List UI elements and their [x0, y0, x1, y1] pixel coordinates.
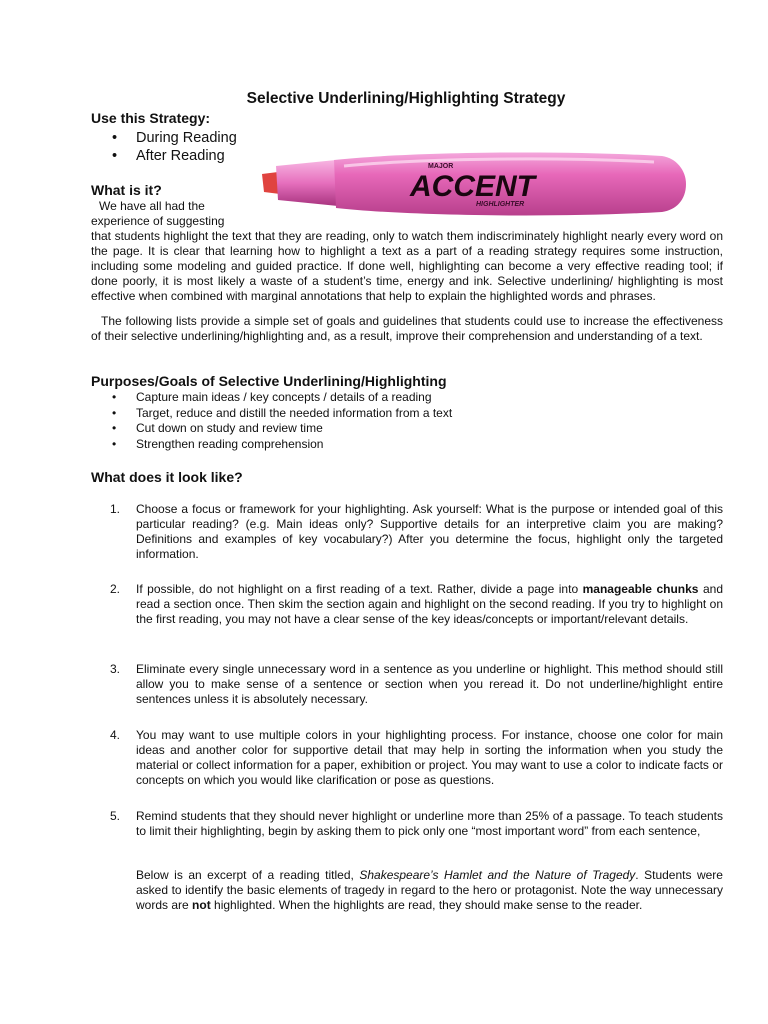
step-4	[110, 728, 723, 788]
brand-small: MAJOR	[428, 163, 454, 170]
step-number: 1.	[110, 502, 121, 516]
list-item: • After Reading	[112, 147, 237, 165]
step-text: Choose a focus or framework for your highlighting. Ask yourself: What is the purpose or intended goal of this particular reading? (e.g. Main ideas only? Supportive details for an interpretive claim you are making? Definitions and examples of key vocabulary?) After you determine the focus, highlight only the targeted information.	[136, 502, 723, 561]
step-2	[110, 582, 723, 627]
intro-lead-1: We have all had the	[99, 199, 205, 213]
step-text: Eliminate every single unnecessary word in a sentence as you underline or highlight. This method should still allow you to make sense of a sentence or section when you reread it. Do not underline/highlight entire sentences unless it is absolutely necessary.	[136, 662, 723, 706]
step-3	[110, 662, 723, 707]
list-item: • Cut down on study and review time	[112, 421, 452, 437]
excerpt-text: . Students were asked to identify the basic elements of tragedy in regard to the hero or protagonist. Note the way unnecessary words are	[136, 868, 723, 912]
purposes-heading: Purposes/Goals of Selective Underlining/Highlighting	[91, 373, 447, 389]
step-bold-text: manageable chunks	[582, 582, 699, 596]
use-strategy-heading: Use this Strategy:	[91, 110, 211, 126]
step-number: 5.	[110, 809, 121, 823]
excerpt-title: Shakespeare’s Hamlet and the Nature of Tragedy	[359, 868, 636, 882]
purposes-list	[112, 390, 452, 452]
step-number: 4.	[110, 728, 121, 742]
intro-paragraph: that students highlight the text that they are reading, only to watch them indiscriminately highlight nearly every word on the page. It is clear that learning how to highlight a text as a part of a reading strategy requires some instruction, including some modeling and guided practice. If done well, highlighting can become a very effective reading tool; if done poorly, it is most likely a waste of a student’s time, energy and ink. Selective underlining/ highlighting is most effective when combined with marginal annotations that help to explain the highlighted words and phrases.	[91, 229, 723, 303]
step-text: If possible, do not highlight on a first reading of a text. Rather, divide a page into	[136, 582, 583, 596]
step-text: Remind students that they should never highlight or underline more than 25% of a passage. To teach students to limit their highlighting, begin by asking them to pick only one “most important word” from each sentence,	[136, 809, 723, 838]
highlighter-icon	[258, 146, 690, 222]
step-text: and read a section once. Then skim the section again and highlight on the second reading. If you try to highlight on the first reading, you may not have a clear sense of the key ideas/concepts or important/relevant details.	[136, 582, 723, 626]
brand-sub: HIGHLIGHTER	[476, 201, 525, 208]
step-number: 2.	[110, 582, 121, 596]
step-number: 3.	[110, 662, 121, 676]
step-5	[110, 809, 723, 839]
use-strategy-list	[112, 129, 237, 165]
look-like-heading: What does it look like?	[91, 469, 243, 485]
what-is-it-heading: What is it?	[91, 182, 162, 198]
excerpt-text: Below is an excerpt of a reading titled,	[136, 868, 360, 882]
intro-lead-2: experience of suggesting	[91, 214, 225, 228]
step-1	[110, 502, 723, 562]
brand-logo: ACCENT	[410, 170, 535, 203]
highlighter-image	[258, 146, 690, 222]
list-item: • Target, reduce and distill the needed information from a text	[112, 406, 452, 422]
excerpt-paragraph	[136, 868, 723, 913]
excerpt-text: highlighted. When the highlights are read, they should make sense to the reader.	[210, 898, 643, 912]
lists-paragraph: The following lists provide a simple set of goals and guidelines that students could use to increase the effectiveness of their selective underlining/highlighting and, as a result, improve their comprehension and understanding of a text.	[91, 314, 723, 343]
list-item: • During Reading	[112, 129, 237, 147]
page-title: Selective Underlining/Highlighting Strategy	[246, 90, 566, 107]
excerpt-bold: not	[192, 898, 211, 912]
list-item: • Capture main ideas / key concepts / details of a reading	[112, 390, 452, 406]
list-item: • Strengthen reading comprehension	[112, 437, 452, 453]
step-text: You may want to use multiple colors in your highlighting process. For instance, choose one color for main ideas and another color for supportive detail that may help in sorting the information when you study the material or collect information for a paper, exhibition or project. You may want to use a color to indicate facts or concepts on which you would like clarification or pose as questions.	[136, 728, 723, 787]
highlighter-cap	[276, 160, 338, 206]
